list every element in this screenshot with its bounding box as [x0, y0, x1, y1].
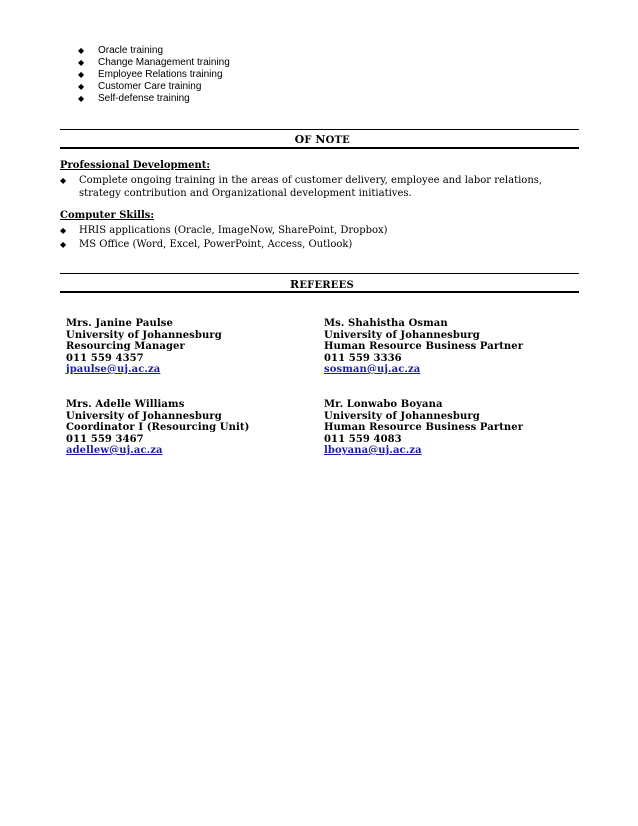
heading-colon: : [206, 160, 211, 171]
section-title-of-note [60, 133, 579, 146]
section-title-referees [290, 278, 354, 291]
diamond-bullet-icon: ◆ [60, 226, 67, 235]
heading-text: Computer Skills [60, 210, 151, 221]
section-divider [60, 129, 579, 130]
list-item-text: Employee Relations training [98, 69, 223, 80]
list-item-text: Change Management training [98, 57, 230, 68]
computer-skills-list [60, 224, 580, 251]
title-text: EFEREES [299, 280, 354, 291]
referee-org: University of Johannesburg [66, 410, 222, 422]
list-item [78, 81, 230, 93]
referee-org: University of Johannesburg [324, 329, 480, 341]
section-divider [60, 147, 579, 149]
diamond-bullet-icon: ◆ [78, 46, 85, 55]
title-letter: N [315, 133, 326, 146]
referee-phone: 011 559 3467 [66, 433, 144, 445]
professional-development-list [60, 174, 560, 200]
diamond-bullet-icon: ◆ [78, 82, 85, 91]
list-item-text: Complete ongoing training in the areas of customer delivery, employee and labor relations, strategy contribution and Organizational development initiatives. [79, 175, 543, 199]
heading-colon: : [150, 210, 155, 221]
list-item [78, 57, 230, 69]
training-list [78, 45, 230, 105]
list-item [60, 174, 560, 200]
referee-phone: 011 559 4083 [324, 433, 402, 445]
heading-text: Professional Development [60, 160, 207, 171]
list-item-text: MS Office (Word, Excel, PowerPoint, Access, Outlook) [79, 239, 353, 250]
referee-role: Coordinator I (Resourcing Unit) [66, 422, 250, 433]
diamond-bullet-icon: ◆ [78, 58, 85, 67]
referee-card [324, 399, 523, 457]
diamond-bullet-icon: ◆ [60, 240, 67, 249]
referee-name: Mr. Lonwabo Boyana [324, 399, 443, 410]
list-item-text: Self-defense training [98, 93, 190, 104]
referee-phone: 011 559 4357 [66, 352, 144, 364]
list-item [78, 45, 230, 57]
referee-email-link[interactable]: sosman@uj.ac.za [324, 364, 421, 375]
list-item [78, 93, 230, 105]
referee-phone: 011 559 3336 [324, 352, 402, 364]
list-item [60, 238, 580, 251]
title-letter: R [290, 278, 300, 291]
diamond-bullet-icon: ◆ [60, 176, 67, 185]
referee-role: Human Resource Business Partner [324, 422, 524, 433]
section-divider [60, 291, 579, 293]
diamond-bullet-icon: ◆ [78, 94, 85, 103]
title-text: F [304, 135, 316, 146]
referee-role: Human Resource Business Partner [324, 341, 524, 352]
referee-email-link[interactable]: lboyana@uj.ac.za [324, 445, 422, 456]
section-divider [60, 273, 579, 274]
referee-card [66, 399, 249, 457]
list-item-text: HRIS applications (Oracle, ImageNow, SharePoint, Dropbox) [79, 225, 388, 236]
referee-name: Ms. Shahistha Osman [324, 318, 448, 329]
list-item-text: Oracle training [98, 45, 164, 56]
referee-org: University of Johannesburg [324, 410, 480, 422]
referee-card [66, 318, 222, 376]
professional-development-heading [60, 160, 210, 171]
diamond-bullet-icon: ◆ [78, 70, 85, 79]
title-letter: O [294, 133, 305, 146]
referee-name: Mrs. Janine Paulse [66, 318, 173, 329]
referee-role: Resourcing Manager [66, 341, 185, 352]
referee-email-link[interactable]: jpaulse@uj.ac.za [66, 364, 161, 375]
referee-name: Mrs. Adelle Williams [66, 399, 185, 410]
referee-email-link[interactable]: adellew@uj.ac.za [66, 445, 163, 456]
computer-skills-heading [60, 210, 154, 221]
list-item [78, 69, 230, 81]
referee-card [324, 318, 523, 376]
title-text: OTE [325, 135, 350, 146]
referee-org: University of Johannesburg [66, 329, 222, 341]
list-item-text: Customer Care training [98, 81, 202, 92]
list-item [60, 224, 580, 237]
